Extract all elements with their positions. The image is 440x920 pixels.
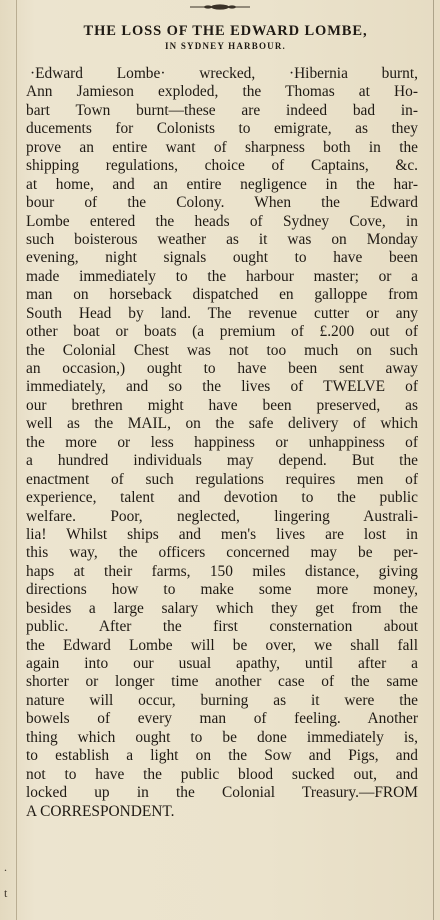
article-line: lia! Whilst ships and men's lives are lost in: [26, 525, 418, 543]
article-line: such boisterous weather as it was on Monday: [26, 230, 418, 248]
article-line: nature will occur, burning as it were the: [26, 691, 418, 709]
article-line: an occasion,) ought to have been sent away: [26, 360, 418, 377]
article-line: haps at their farms, 150 miles distance, giving: [26, 562, 418, 580]
article-line: other boat or boats (a premium of £.200 out of: [26, 323, 418, 341]
column-rule: [433, 0, 434, 920]
article-line: enactment of such regulations requires men of: [26, 470, 418, 488]
article-line: man on horseback dispatched en galloppe from: [26, 286, 418, 304]
article-line: to establish a light on the Sow and Pigs, and: [26, 747, 418, 765]
article-line: a hundred individuals may depend. But the: [26, 452, 418, 470]
article-line: this way, the officers concerned may be per-: [26, 544, 418, 562]
article-line: at home, and an entire negligence in the har-: [26, 175, 418, 193]
article-line: again into our usual apathy, until after a: [26, 655, 418, 672]
article-line: ·Edward Lombe· wrecked, ·Hibernia burnt,: [30, 65, 418, 82]
article-line: bour of the Colony. When the Edward: [26, 194, 418, 212]
article-line: thing which ought to be done immediately is,: [26, 728, 418, 746]
article-line: public. After the first consternation about: [26, 618, 418, 636]
article-title: THE LOSS OF THE EDWARD LOMBE,: [83, 23, 368, 39]
left-gutter: [0, 0, 17, 920]
article-line: A CORRESPONDENT.: [26, 802, 175, 820]
article-line: prove an entire want of sharpness both in the: [26, 138, 418, 156]
article-line: made immediately to the harbour master; or a: [26, 267, 418, 285]
article-line: besides a large salary which they get from the: [26, 599, 418, 617]
article-line: locked up in the Colonial Treasury.—FROM: [26, 784, 418, 802]
article-line: experience, talent and devotion to the public: [26, 489, 418, 507]
article-line: the Edward Lombe will be over, we shall fall: [26, 636, 418, 654]
article-line: welfare. Poor, neglected, lingering Australi-: [26, 507, 418, 525]
article-line: ducements for Colonists to emigrate, as they: [26, 120, 418, 138]
article-line: bart Town burnt—these are indeed bad in-: [26, 101, 418, 119]
article-line: our brethren might have been preserved, as: [26, 396, 418, 414]
article-line: evening, night signals ought to have been: [26, 249, 418, 267]
article-body: [26, 65, 418, 821]
article-line: the Colonial Chest was not too much on such: [26, 341, 418, 359]
article-line: shipping regulations, choice of Captains, &c.: [26, 157, 418, 175]
article-line: not to have the public blood sucked out, and: [26, 765, 418, 783]
article-line: bowels of every man of feeling. Another: [26, 710, 418, 728]
article-line: the more or less happiness or unhappiness of: [26, 433, 418, 451]
article-line: Ann Jamieson exploded, the Thomas at Ho-: [26, 83, 418, 101]
article-subtitle: IN SYDNEY HARBOUR.: [164, 41, 287, 51]
article-line: well as the MAIL, on the safe delivery of which: [26, 415, 418, 433]
article-line: immediately, and so the lives of TWELVE of: [26, 378, 418, 396]
gutter-mark: t: [4, 886, 8, 900]
article-line: directions how to make some more money,: [26, 581, 418, 599]
article-line: South Head by land. The revenue cutter or any: [26, 304, 418, 322]
gutter-mark: .: [4, 860, 7, 874]
header-ornament-icon: [190, 4, 250, 10]
article-line: Lombe entered the heads of Sydney Cove, in: [26, 212, 418, 230]
article-line: shorter or longer time another case of the same: [26, 673, 418, 691]
